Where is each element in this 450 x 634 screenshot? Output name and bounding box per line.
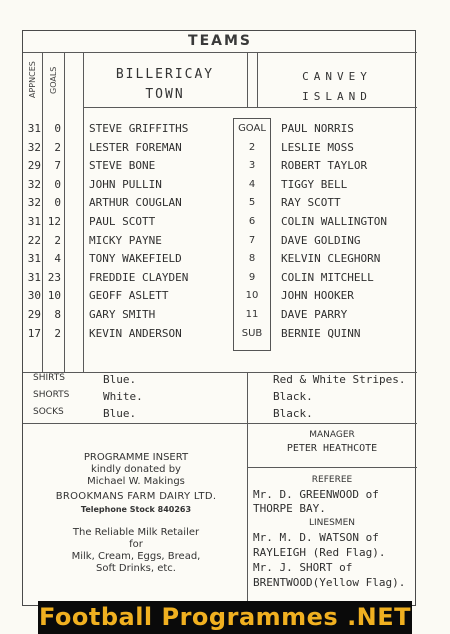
goals-header: GOALS (49, 66, 58, 94)
site-brand-banner: Football Programmes .NET (38, 601, 412, 634)
position-number: 6 (248, 216, 256, 227)
insert-tagline: The Reliable Milk Retailer (72, 527, 200, 538)
position-number: GOAL (238, 123, 266, 134)
home-player-name: MICKY PAYNE (89, 234, 162, 247)
insert-for: for (129, 539, 143, 550)
home-shorts: White. (103, 390, 143, 403)
home-player-name: KEVIN ANDERSON (89, 327, 182, 340)
divider (42, 52, 43, 372)
home-player-name: LESTER FOREMAN (89, 141, 182, 154)
appearances-cell: 30 (27, 289, 41, 302)
position-number: SUB (241, 328, 263, 339)
away-player-name: COLIN MITCHELL (281, 271, 374, 284)
goals-cell: 7 (54, 159, 61, 172)
home-player-name: JOHN PULLIN (89, 178, 162, 191)
away-player-name: COLIN WALLINGTON (281, 215, 387, 228)
insert-company: BROOKMANS FARM DAIRY LTD. (55, 491, 217, 502)
position-number: 7 (248, 235, 256, 246)
goals-cell: 0 (54, 196, 61, 209)
away-player-name: LESLIE MOSS (281, 141, 354, 154)
position-number: 3 (248, 160, 256, 171)
away-player-name: TIGGY BELL (281, 178, 348, 191)
manager-name: PETER HEATHCOTE (286, 443, 378, 454)
home-player-name: TONY WAKEFIELD (89, 252, 182, 265)
goals-cell: 0 (54, 122, 61, 135)
appearances-cell: 31 (27, 271, 41, 284)
linesmen-line4: BRENTWOOD(Yellow Flag). (253, 576, 406, 589)
appearances-cell: 29 (27, 159, 41, 172)
position-number: 10 (245, 290, 259, 301)
appearances-cell: 31 (27, 215, 41, 228)
away-player-name: BERNIE QUINN (281, 327, 361, 340)
insert-line1: kindly donated by (91, 464, 181, 475)
divider (83, 107, 417, 108)
appearances-cell: 32 (27, 141, 41, 154)
away-player-name: PAUL NORRIS (281, 122, 354, 135)
home-team-line2: TOWN (145, 87, 185, 102)
home-team-line1: BILLERICAY (115, 67, 215, 82)
divider (247, 52, 248, 108)
appearances-cell: 31 (27, 252, 41, 265)
away-player-name: KELVIN CLEGHORN (281, 252, 381, 265)
insert-line2: Michael W. Makings (87, 476, 185, 487)
home-player-name: ARTHUR COUGLAN (89, 196, 182, 209)
goals-cell: 2 (54, 327, 61, 340)
linesmen-line2: RAYLEIGH (Red Flag). (253, 546, 386, 559)
manager-label: MANAGER (309, 430, 355, 440)
referee-line2: THORPE BAY. (253, 502, 326, 515)
goals-cell: 12 (47, 215, 61, 228)
home-socks: Blue. (103, 407, 137, 420)
appearances-cell: 31 (27, 122, 41, 135)
appearances-cell: 17 (27, 327, 41, 340)
shorts-label: SHORTS (33, 390, 70, 400)
divider (64, 52, 65, 372)
home-player-name: FREDDIE CLAYDEN (89, 271, 189, 284)
appearances-header: APPNCES (28, 61, 37, 99)
away-team-line1: CANVEY (302, 70, 372, 83)
away-socks: Black. (273, 407, 313, 420)
appearances-cell: 22 (27, 234, 41, 247)
referee-line1: Mr. D. GREENWOOD of (253, 488, 379, 501)
away-player-name: DAVE GOLDING (281, 234, 361, 247)
position-number: 2 (248, 142, 256, 153)
divider (247, 467, 417, 468)
socks-label: SOCKS (33, 407, 64, 417)
teams-title: TEAMS (188, 33, 252, 49)
goals-cell: 2 (54, 141, 61, 154)
position-number: 8 (248, 253, 256, 264)
position-number: 9 (248, 272, 256, 283)
home-shirts: Blue. (103, 373, 137, 386)
insert-title: PROGRAMME INSERT (83, 452, 189, 463)
home-player-name: STEVE GRIFFITHS (89, 122, 189, 135)
shirts-label: SHIRTS (33, 373, 65, 383)
insert-products2: Soft Drinks, etc. (96, 563, 176, 574)
away-shirts: Red & White Stripes. (273, 373, 406, 386)
home-player-name: GEOFF ASLETT (89, 289, 169, 302)
away-team-name (257, 67, 417, 107)
away-player-name: JOHN HOOKER (281, 289, 354, 302)
referee-label: REFEREE (311, 475, 353, 485)
home-player-name: PAUL SCOTT (89, 215, 156, 228)
teams-card (22, 30, 416, 606)
appearances-cell: 32 (27, 196, 41, 209)
goals-cell: 8 (54, 308, 61, 321)
appearances-cell: 32 (27, 178, 41, 191)
position-number: 11 (245, 309, 259, 320)
position-number: 5 (248, 197, 256, 208)
linesmen-label: LINESMEN (309, 518, 355, 528)
goals-cell: 23 (47, 271, 61, 284)
goals-cell: 2 (54, 234, 61, 247)
away-player-name: RAY SCOTT (281, 196, 341, 209)
linesmen-line3: Mr. J. SHORT of (253, 561, 353, 574)
goals-cell: 4 (54, 252, 61, 265)
insert-products1: Milk, Cream, Eggs, Bread, (71, 551, 201, 562)
home-player-name: STEVE BONE (89, 159, 156, 172)
appearances-cell: 29 (27, 308, 41, 321)
away-team-line2: ISLAND (302, 90, 372, 103)
away-shorts: Black. (273, 390, 313, 403)
position-number: 4 (248, 179, 256, 190)
away-player-name: ROBERT TAYLOR (281, 159, 368, 172)
goals-cell: 10 (47, 289, 61, 302)
home-team-name (83, 65, 247, 105)
home-player-name: GARY SMITH (89, 308, 156, 321)
divider (247, 372, 248, 423)
away-player-name: DAVE PARRY (281, 308, 348, 321)
linesmen-line1: Mr. M. D. WATSON of (253, 531, 379, 544)
goals-cell: 0 (54, 178, 61, 191)
insert-phone: Telephone Stock 840263 (80, 505, 192, 514)
divider (23, 423, 417, 424)
